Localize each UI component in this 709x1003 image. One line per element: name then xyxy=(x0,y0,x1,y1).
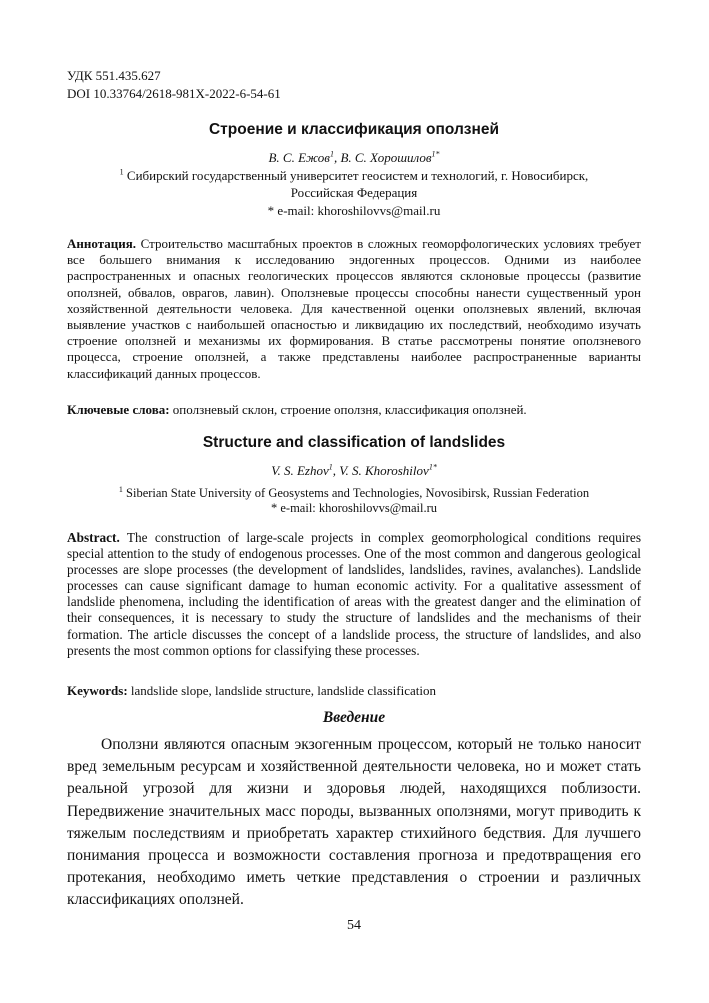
title-russian: Строение и классификация оползней xyxy=(208,121,500,138)
affiliation-marker: 1 xyxy=(119,167,124,177)
author-separator: , xyxy=(332,463,340,478)
abstract-english xyxy=(67,530,641,659)
affiliation-marker: 1* xyxy=(428,462,437,472)
doi: DOI 10.33764/2618-981X-2022-6-54-61 xyxy=(67,86,281,101)
abstract-russian xyxy=(67,236,641,382)
abstract-text: Строительство масштабных проектов в сложных геоморфологических условиях требует все большего внимания к исследованию эндогенных процессов. Одними из наиболее распространенных и опасных геологических процессов являются склоновые процессы (развитие оползней, обвалов, оврагов, лавин). Оползневые процессы способны нанести существенный урон хозяйственной деятельности человека. Для качественной оценки оползневых явлений, включая выявление участков с наибольшей опасностью и ликвидацию их последствий, необходимо изучать строение оползней и механизмы их формирования. В статье рассмотрены понятие оползневого процесса, строение оползней, а также представлены наиболее распространенные варианты классификаций данных процессов. xyxy=(67,236,641,381)
abstract-text: The construction of large-scale projects in complex geomorphological conditions requires special attention to the study of endogenous processes. One of the most common and dangerous geological processes are slope processes (the development of landslides, landslides, ravines, avalanches). Landslide processes can cause significant damage to human economic activity. For a qualitative assessment of landslide phenomena, including the identification of areas with the greatest danger and the elimination of their consequences, it is necessary to study the structure of landslides and the mechanisms of their formation. The article discusses the concept of a landslide process, the structure of landslides, and also presents the most common options for classifying these processes. xyxy=(67,530,641,658)
affiliation-marker: 1* xyxy=(431,149,440,159)
keywords-text: landslide slope, landslide structure, landslide classification xyxy=(127,683,436,698)
section-heading-introduction: Введение xyxy=(322,709,386,726)
affiliation-marker: 1 xyxy=(118,484,123,494)
keywords-text: оползневый склон, строение оползня, классификация оползней. xyxy=(169,402,527,417)
author-separator: , xyxy=(333,150,341,165)
email-english: * e-mail: khoroshilovvs@mail.ru xyxy=(270,501,437,515)
affiliation-english xyxy=(67,485,641,501)
udk-code: УДК 551.435.627 xyxy=(67,68,161,83)
keywords-label: Ключевые слова: xyxy=(67,402,170,417)
keywords-english xyxy=(67,683,641,699)
introduction-paragraph: Оползни являются опасным экзогенным процессом, который не только наносит вред земельным ресурсам и хозяйственной деятельности человека, но и может стать реальной угрозой для жизни и здоровья людей, находящихся поблизости. Передвижение значительных масс породы, вызванных оползнями, могут приводить к тяжелым последствиям и приобретать характер стихийного бедствия. Для лучшего понимания процесса и возможности составления прогноза и предотвращения его протекания, необходимо иметь четкие представления о строении и различных классификациях оползней. xyxy=(67,736,641,909)
author-name: В. С. Ежов xyxy=(268,150,330,165)
author-name: V. S. Khoroshilov xyxy=(339,463,429,478)
abstract-label: Abstract. xyxy=(67,530,120,545)
affiliation-marker: 1 xyxy=(329,149,334,159)
abstract-label: Аннотация. xyxy=(67,236,137,251)
page-number: 54 xyxy=(347,918,361,933)
email-russian: * e-mail: khoroshilovvs@mail.ru xyxy=(267,203,441,218)
title-english: Structure and classification of landslides xyxy=(202,434,506,451)
affiliation-text: Siberian State University of Geosystems and Technologies, Novosibirsk, Russian Federation xyxy=(126,486,590,500)
author-name: В. С. Хорошилов xyxy=(340,150,432,165)
authors-english xyxy=(67,463,641,479)
keywords-russian xyxy=(67,402,641,418)
authors-russian xyxy=(67,150,641,166)
affiliation-text: Сибирский государственный университет геосистем и технологий, г. Новосибирск, Российская Федерация xyxy=(126,168,589,200)
keywords-label: Keywords: xyxy=(67,683,128,698)
affiliation-marker: 1 xyxy=(328,462,333,472)
affiliation-russian xyxy=(67,167,641,201)
author-name: V. S. Ezhov xyxy=(271,463,329,478)
